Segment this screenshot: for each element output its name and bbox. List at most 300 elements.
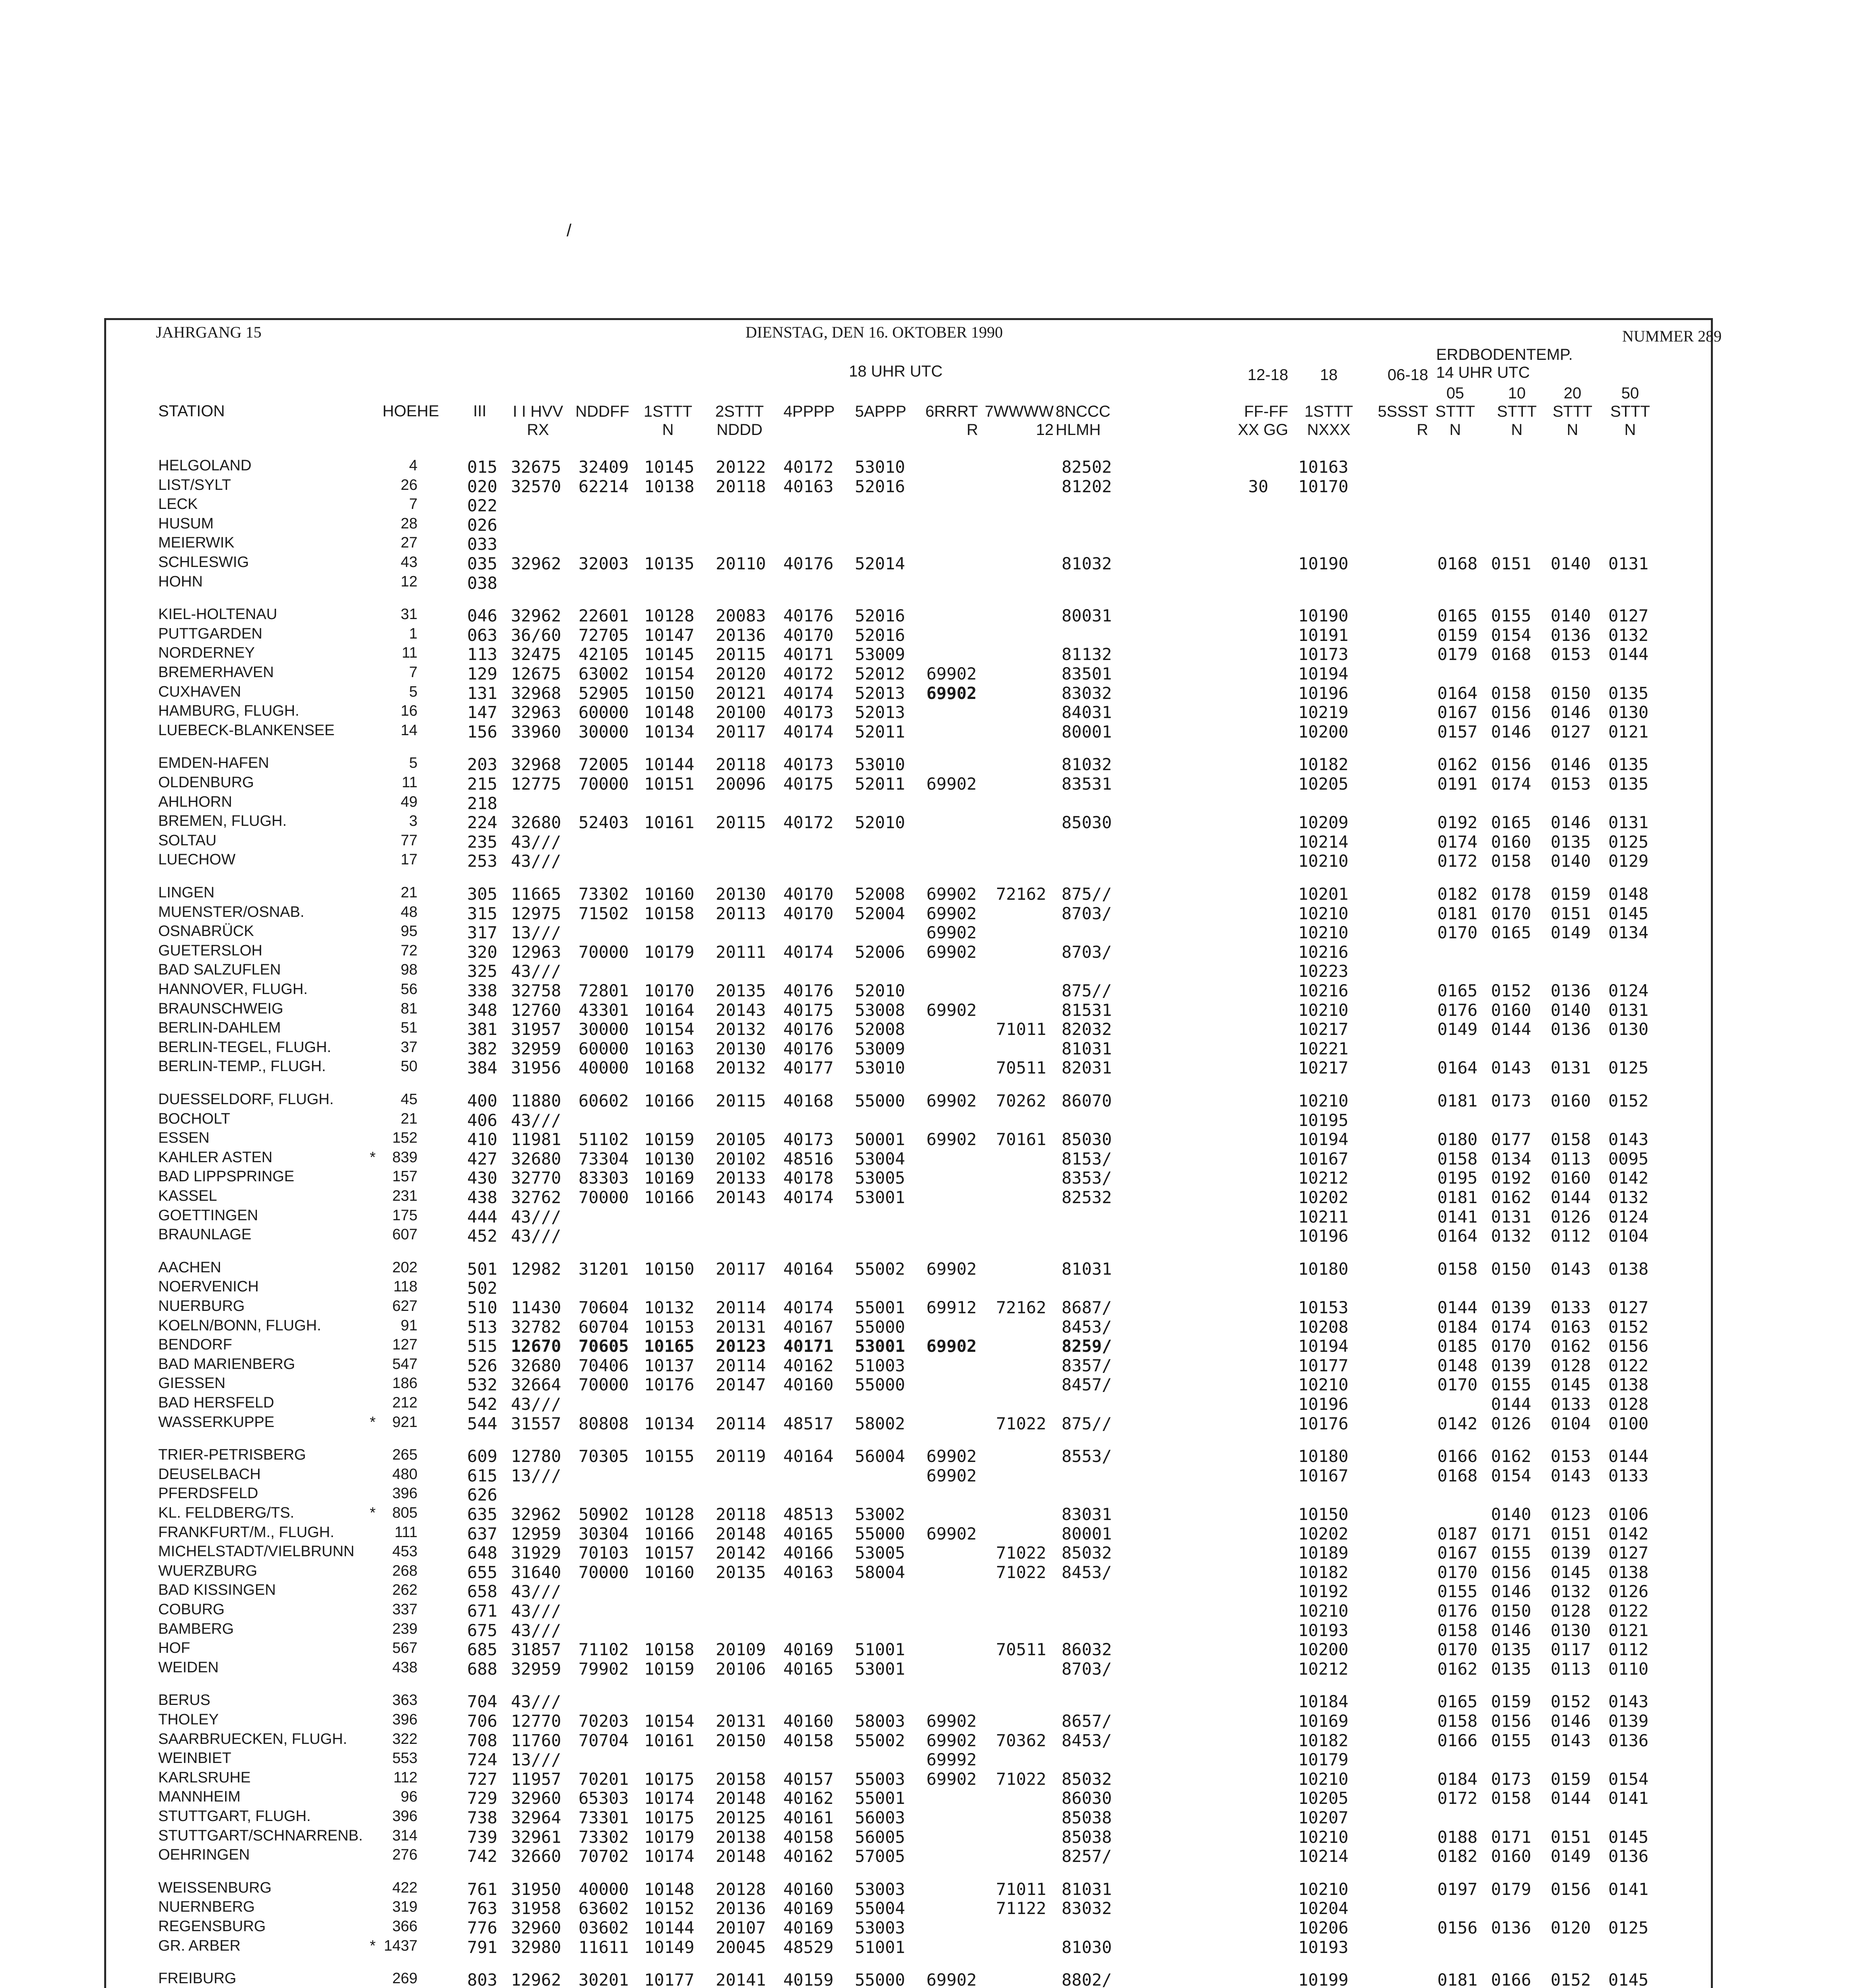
cell-e10: 0192 <box>1491 1168 1532 1188</box>
cell-b: 70704 <box>579 1730 629 1750</box>
station-name: GOETTINGEN <box>158 1207 258 1224</box>
station-name: NOERVENICH <box>158 1278 259 1295</box>
cell-e20: 0162 <box>1551 1336 1591 1356</box>
cell-t: 10191 <box>1298 625 1349 645</box>
cell-e05: 0141 <box>1437 1207 1478 1227</box>
cell-c: 10174 <box>644 1788 695 1808</box>
cell-iii: 761 <box>467 1879 497 1899</box>
cell-h: 11 <box>402 645 417 662</box>
cell-e10: 0155 <box>1491 1543 1532 1563</box>
cell-a: 31857 <box>511 1640 561 1660</box>
cell-e10: 0143 <box>1491 1058 1532 1078</box>
cell-f: 53005 <box>855 1543 905 1563</box>
cell-c: 10170 <box>644 981 695 1000</box>
cell-d: 20135 <box>716 1562 766 1582</box>
cell-e: 40168 <box>783 1091 834 1110</box>
cell-e: 40161 <box>783 1808 834 1827</box>
cell-d: 20121 <box>716 683 766 703</box>
table-row <box>0 1375 1856 1394</box>
cell-h: 453 <box>392 1543 417 1560</box>
cell-c: 10138 <box>644 476 695 496</box>
cell-d: 20118 <box>716 476 766 496</box>
cell-e: 40166 <box>783 1543 834 1563</box>
cell-f: 53001 <box>855 1336 905 1356</box>
cell-a: 13/// <box>511 1466 561 1485</box>
cell-n: 81031 <box>1062 1259 1112 1279</box>
cell-b: 42105 <box>579 645 629 664</box>
cell-e05: 0170 <box>1437 1562 1478 1582</box>
col-nddff: NDDFF <box>575 403 629 420</box>
cell-e10: 0171 <box>1491 1524 1532 1543</box>
cell-a: 32961 <box>511 1827 561 1847</box>
cell-f: 52013 <box>855 683 905 703</box>
cell-a: 43/// <box>511 1110 561 1130</box>
table-row <box>0 774 1856 793</box>
cell-iii: 510 <box>467 1298 497 1317</box>
cell-e50: 0135 <box>1608 774 1649 794</box>
stray-pen-mark: / <box>567 221 572 240</box>
cell-c: 10160 <box>644 1562 695 1582</box>
cell-e20: 0120 <box>1551 1918 1591 1938</box>
cell-d: 20106 <box>716 1659 766 1679</box>
cell-e10: 0135 <box>1491 1640 1532 1660</box>
cell-d: 20135 <box>716 981 766 1000</box>
table-row <box>0 1149 1856 1168</box>
cell-e50: 0142 <box>1608 1168 1649 1188</box>
cell-e: 40174 <box>783 1188 834 1207</box>
cell-a: 32680 <box>511 1149 561 1169</box>
cell-f: 52013 <box>855 703 905 722</box>
cell-e50: 0112 <box>1608 1640 1649 1660</box>
cell-e10: 0179 <box>1491 1879 1532 1899</box>
cell-e20: 0152 <box>1551 1692 1591 1712</box>
cell-w: 70262 <box>996 1091 1046 1110</box>
cell-n: 8453/ <box>1062 1562 1112 1582</box>
cell-e50: 0110 <box>1608 1659 1649 1679</box>
cell-iii: 305 <box>467 884 497 904</box>
cell-c: 10135 <box>644 554 695 573</box>
station-name: BERUS <box>158 1692 210 1709</box>
cell-t: 10209 <box>1298 813 1349 833</box>
cell-f: 55003 <box>855 1769 905 1789</box>
cell-f: 50001 <box>855 1130 905 1149</box>
cell-a: 32962 <box>511 606 561 626</box>
cell-e50: 0125 <box>1608 1918 1649 1938</box>
cell-e05: 0142 <box>1437 1413 1478 1433</box>
cell-t: 10210 <box>1298 1091 1349 1110</box>
cell-b: 70000 <box>579 774 629 794</box>
cell-n: 8259/ <box>1062 1336 1112 1356</box>
cell-iii: 526 <box>467 1355 497 1375</box>
cell-e50: 0145 <box>1608 1827 1649 1847</box>
cell-d: 20111 <box>716 942 766 962</box>
cell-t: 10210 <box>1298 1000 1349 1020</box>
station-name: AACHEN <box>158 1259 221 1276</box>
cell-c: 10145 <box>644 645 695 664</box>
cell-e: 40174 <box>783 942 834 962</box>
cell-n: 8687/ <box>1062 1298 1112 1317</box>
cell-t: 10153 <box>1298 1298 1349 1317</box>
cell-e: 40160 <box>783 1879 834 1899</box>
col-06-18: 06-18 5SSST R <box>1378 366 1428 439</box>
cell-n: 81032 <box>1062 554 1112 573</box>
cell-e50: 0122 <box>1608 1355 1649 1375</box>
cell-b: 52403 <box>579 813 629 833</box>
cell-a: 43/// <box>511 1620 561 1640</box>
cell-e20: 0145 <box>1551 1562 1591 1582</box>
cell-a: 13/// <box>511 923 561 943</box>
cell-h: 422 <box>392 1879 417 1896</box>
cell-e10: 0155 <box>1491 1730 1532 1750</box>
table-row <box>0 1692 1856 1711</box>
cell-e50: 0132 <box>1608 1188 1649 1207</box>
cell-a: 33960 <box>511 722 561 742</box>
cell-t: 10210 <box>1298 1827 1349 1847</box>
cell-e05: 0187 <box>1437 1524 1478 1543</box>
cell-t: 10194 <box>1298 664 1349 683</box>
cell-e05: 0165 <box>1437 606 1478 626</box>
cell-iii: 022 <box>467 496 497 516</box>
cell-a: 32964 <box>511 1808 561 1827</box>
table-row <box>0 1970 1856 1988</box>
station-name: BREMEN, FLUGH. <box>158 813 287 830</box>
cell-d: 20096 <box>716 774 766 794</box>
cell-e05: 0158 <box>1437 1259 1478 1279</box>
cell-n: 81202 <box>1062 476 1112 496</box>
cell-e05: 0166 <box>1437 1730 1478 1750</box>
cell-f: 53010 <box>855 1058 905 1078</box>
cell-h: 268 <box>392 1562 417 1579</box>
cell-b: 63002 <box>579 664 629 683</box>
cell-n: 82032 <box>1062 1019 1112 1039</box>
cell-iii: 156 <box>467 722 497 742</box>
cell-a: 32758 <box>511 981 561 1000</box>
cell-a: 12670 <box>511 1336 561 1356</box>
cell-iii: 729 <box>467 1788 497 1808</box>
cell-f: 53004 <box>855 1149 905 1169</box>
cell-w: 72162 <box>996 884 1046 904</box>
cell-e20: 0136 <box>1551 625 1591 645</box>
cell-d: 20115 <box>716 645 766 664</box>
table-row <box>0 703 1856 722</box>
cell-h: 112 <box>393 1769 417 1786</box>
cell-e: 40169 <box>783 1899 834 1918</box>
table-row <box>0 1110 1856 1130</box>
cell-f: 53009 <box>855 1039 905 1058</box>
cell-iii: 338 <box>467 981 497 1000</box>
cell-e10: 0177 <box>1491 1130 1532 1149</box>
table-row <box>0 1769 1856 1788</box>
cell-t: 10210 <box>1298 1879 1349 1899</box>
station-name: DEUSELBACH <box>158 1466 261 1483</box>
col-erd-20: 20 STTT N <box>1553 384 1592 439</box>
cell-t: 10223 <box>1298 961 1349 981</box>
cell-t: 10210 <box>1298 1769 1349 1789</box>
cell-t: 10169 <box>1298 1711 1349 1731</box>
cell-t: 10202 <box>1298 1188 1349 1207</box>
cell-e10: 0159 <box>1491 1692 1532 1712</box>
cell-f: 53010 <box>855 755 905 775</box>
table-row <box>0 1731 1856 1750</box>
cell-e20: 0149 <box>1551 1846 1591 1866</box>
cell-e10: 0154 <box>1491 625 1532 645</box>
cell-iii: 637 <box>467 1524 497 1543</box>
cell-n: 84031 <box>1062 703 1112 722</box>
cell-e05: 0182 <box>1437 1846 1478 1866</box>
cell-f: 53001 <box>855 1188 905 1207</box>
col-4pppp: 4PPPP <box>783 403 835 420</box>
cell-w: 72162 <box>996 1298 1046 1317</box>
cell-n: 82502 <box>1062 457 1112 477</box>
cell-n: 83031 <box>1062 1505 1112 1524</box>
cell-d: 20045 <box>716 1937 766 1957</box>
cell-e50: 0127 <box>1608 606 1649 626</box>
cell-e50: 0136 <box>1608 1730 1649 1750</box>
table-row <box>0 1259 1856 1278</box>
station-name: WUERZBURG <box>158 1562 258 1579</box>
table-row <box>0 961 1856 980</box>
cell-iii: 742 <box>467 1846 497 1866</box>
cell-iii: 626 <box>467 1485 497 1505</box>
cell-e20: 0140 <box>1551 851 1591 871</box>
cell-e: 40173 <box>783 1130 834 1149</box>
cell-e20: 0135 <box>1551 832 1591 852</box>
cell-h: 319 <box>392 1899 417 1916</box>
cell-a: 32675 <box>511 457 561 477</box>
station-name: OEHRINGEN <box>158 1846 250 1864</box>
cell-d: 20109 <box>716 1640 766 1660</box>
cell-e05: 0195 <box>1437 1168 1478 1188</box>
station-name: KIEL-HOLTENAU <box>158 606 278 623</box>
table-row <box>0 1414 1856 1433</box>
table-row <box>0 554 1856 573</box>
cell-e: 40173 <box>783 703 834 722</box>
cell-e10: 0139 <box>1491 1355 1532 1375</box>
cell-b: 70203 <box>579 1711 629 1731</box>
cell-n: 82031 <box>1062 1058 1112 1078</box>
table-row <box>0 981 1856 1000</box>
table-row <box>0 923 1856 942</box>
cell-iii: 406 <box>467 1110 497 1130</box>
cell-t: 10214 <box>1298 1846 1349 1866</box>
col-station: STATION <box>158 402 225 420</box>
cell-n: 85030 <box>1062 1130 1112 1149</box>
cell-e50: 0095 <box>1608 1149 1649 1169</box>
cell-a: 43/// <box>511 1207 561 1227</box>
cell-t: 10212 <box>1298 1659 1349 1679</box>
table-row <box>0 1058 1856 1077</box>
cell-n: 83501 <box>1062 664 1112 683</box>
cell-n: 8257/ <box>1062 1846 1112 1866</box>
cell-t: 10193 <box>1298 1620 1349 1640</box>
cell-t: 10194 <box>1298 1130 1349 1149</box>
table-row <box>0 1130 1856 1149</box>
cell-iii: 033 <box>467 534 497 554</box>
jahrgang-label: JAHRGANG 15 <box>156 323 262 341</box>
table-row <box>0 1188 1856 1207</box>
cell-h: 27 <box>400 534 417 551</box>
cell-e05: 0184 <box>1437 1317 1478 1337</box>
cell-g: 69902 <box>926 1000 977 1020</box>
cell-t: 10173 <box>1298 645 1349 664</box>
cell-e05: 0149 <box>1437 1019 1478 1039</box>
cell-b: 70702 <box>579 1846 629 1866</box>
cell-iii: 235 <box>467 832 497 852</box>
cell-c: 10160 <box>644 884 695 904</box>
cell-e: 40172 <box>783 813 834 833</box>
cell-e50: 0136 <box>1608 1846 1649 1866</box>
cell-e50: 0141 <box>1608 1879 1649 1899</box>
cell-iii: 215 <box>467 774 497 794</box>
cell-f: 52004 <box>855 903 905 923</box>
cell-e10: 0139 <box>1491 1298 1532 1317</box>
cell-e50: 0125 <box>1608 1058 1649 1078</box>
table-row <box>0 813 1856 832</box>
cell-h: 118 <box>393 1278 417 1295</box>
cell-e05: 0165 <box>1437 1692 1478 1712</box>
station-name: HAMBURG, FLUGH. <box>158 703 299 720</box>
cell-h: 45 <box>400 1091 417 1108</box>
cell-a: 31557 <box>511 1413 561 1433</box>
cell-t: 10202 <box>1298 1524 1349 1543</box>
cell-e10: 0144 <box>1491 1394 1532 1414</box>
table-row <box>0 683 1856 703</box>
cell-t: 10182 <box>1298 1730 1349 1750</box>
cell-c: 10164 <box>644 1000 695 1020</box>
cell-e05: 0170 <box>1437 923 1478 943</box>
cell-e10: 0160 <box>1491 1846 1532 1866</box>
cell-h: 186 <box>392 1375 417 1392</box>
cell-a: 32680 <box>511 813 561 833</box>
cell-a: 32962 <box>511 1505 561 1524</box>
station-name: SAARBRUECKEN, FLUGH. <box>158 1730 348 1747</box>
table-row <box>0 1788 1856 1807</box>
table-row <box>0 942 1856 961</box>
cell-f: 55000 <box>855 1970 905 1988</box>
cell-a: 43/// <box>511 961 561 981</box>
cell-e05: 0144 <box>1437 1298 1478 1317</box>
cell-h: 72 <box>400 942 417 959</box>
cell-e50: 0133 <box>1608 1466 1649 1485</box>
cell-e10: 0135 <box>1491 1659 1532 1679</box>
cell-d: 20120 <box>716 664 766 683</box>
cell-e10: 0170 <box>1491 1336 1532 1356</box>
cell-h: 396 <box>392 1808 417 1825</box>
cell-e50: 0139 <box>1608 1711 1649 1731</box>
station-name: LUECHOW <box>158 851 236 868</box>
cell-h: 14 <box>400 722 417 739</box>
cell-e: 40162 <box>783 1846 834 1866</box>
cell-c: 10159 <box>644 1659 695 1679</box>
cell-n: 82532 <box>1062 1188 1112 1207</box>
station-name: AHLHORN <box>158 793 232 810</box>
table-row <box>0 1711 1856 1730</box>
cell-a: 43/// <box>511 851 561 871</box>
cell-h: 17 <box>400 851 417 868</box>
cell-t: 10170 <box>1298 476 1349 496</box>
cell-c: 10150 <box>644 683 695 703</box>
table-row <box>0 1938 1856 1957</box>
station-name: MANNHEIM <box>158 1788 241 1806</box>
cell-d: 20107 <box>716 1918 766 1938</box>
cell-e: 40170 <box>783 625 834 645</box>
cell-e: 40162 <box>783 1788 834 1808</box>
station-name: LINGEN <box>158 884 215 901</box>
cell-t: 10210 <box>1298 903 1349 923</box>
cell-iii: 046 <box>467 606 497 626</box>
cell-e10: 0146 <box>1491 722 1532 742</box>
cell-b: 32409 <box>579 457 629 477</box>
cell-g: 69902 <box>926 774 977 794</box>
cell-g: 69902 <box>926 923 977 943</box>
cell-d: 20136 <box>716 625 766 645</box>
cell-b: 70000 <box>579 1188 629 1207</box>
cell-a: 12775 <box>511 774 561 794</box>
cell-e10: 0132 <box>1491 1226 1532 1246</box>
cell-e: 48516 <box>783 1149 834 1169</box>
cell-h: 77 <box>400 832 417 849</box>
cell-iii: 635 <box>467 1505 497 1524</box>
cell-e10: 0174 <box>1491 1317 1532 1337</box>
table-row <box>0 1899 1856 1918</box>
cell-e05: 0156 <box>1437 1918 1478 1938</box>
cell-h: 366 <box>392 1918 417 1935</box>
cell-a: 32980 <box>511 1937 561 1957</box>
cell-c: 10179 <box>644 1827 695 1847</box>
cell-b: 30304 <box>579 1524 629 1543</box>
table-row <box>0 1278 1856 1297</box>
cell-h: 567 <box>392 1640 417 1657</box>
cell-b: 70000 <box>579 942 629 962</box>
table-row <box>0 884 1856 903</box>
cell-h: 1437 <box>384 1937 417 1954</box>
cell-iii: 348 <box>467 1000 497 1020</box>
cell-a: 12959 <box>511 1524 561 1543</box>
cell-h: 96 <box>400 1788 417 1806</box>
cell-iii: 675 <box>467 1620 497 1640</box>
cell-a: 32664 <box>511 1375 561 1395</box>
cell-e50: 0128 <box>1608 1394 1649 1414</box>
erdboden-title: ERDBODENTEMP. <box>1436 346 1573 363</box>
cell-t: 10210 <box>1298 923 1349 943</box>
cell-e05: 0170 <box>1437 1375 1478 1395</box>
table-row <box>0 794 1856 813</box>
cell-iii: 427 <box>467 1149 497 1169</box>
cell-t: 10184 <box>1298 1692 1349 1712</box>
cell-e05: 0162 <box>1437 1659 1478 1679</box>
cell-c: 10169 <box>644 1168 695 1188</box>
cell-e20: 0152 <box>1551 1970 1591 1988</box>
cell-e20: 0146 <box>1551 813 1591 833</box>
cell-e50: 0126 <box>1608 1582 1649 1602</box>
station-name: CUXHAVEN <box>158 683 241 700</box>
cell-e10: 0174 <box>1491 774 1532 794</box>
cell-n: 81031 <box>1062 1039 1112 1058</box>
cell-g: 69912 <box>926 1298 977 1317</box>
cell-n: 85032 <box>1062 1769 1112 1789</box>
station-name: MICHELSTADT/VIELBRUNN <box>158 1543 355 1560</box>
cell-f: 52008 <box>855 1019 905 1039</box>
col-18: 18 1STTT NXXX <box>1304 366 1353 439</box>
cell-t: 10219 <box>1298 703 1349 722</box>
cell-c: 10154 <box>644 1711 695 1731</box>
cell-h: 363 <box>392 1692 417 1709</box>
cell-e: 48517 <box>783 1413 834 1433</box>
cell-e: 40177 <box>783 1058 834 1078</box>
cell-b: 70201 <box>579 1769 629 1789</box>
cell-e10: 0173 <box>1491 1091 1532 1110</box>
cell-a: 12962 <box>511 1970 561 1988</box>
